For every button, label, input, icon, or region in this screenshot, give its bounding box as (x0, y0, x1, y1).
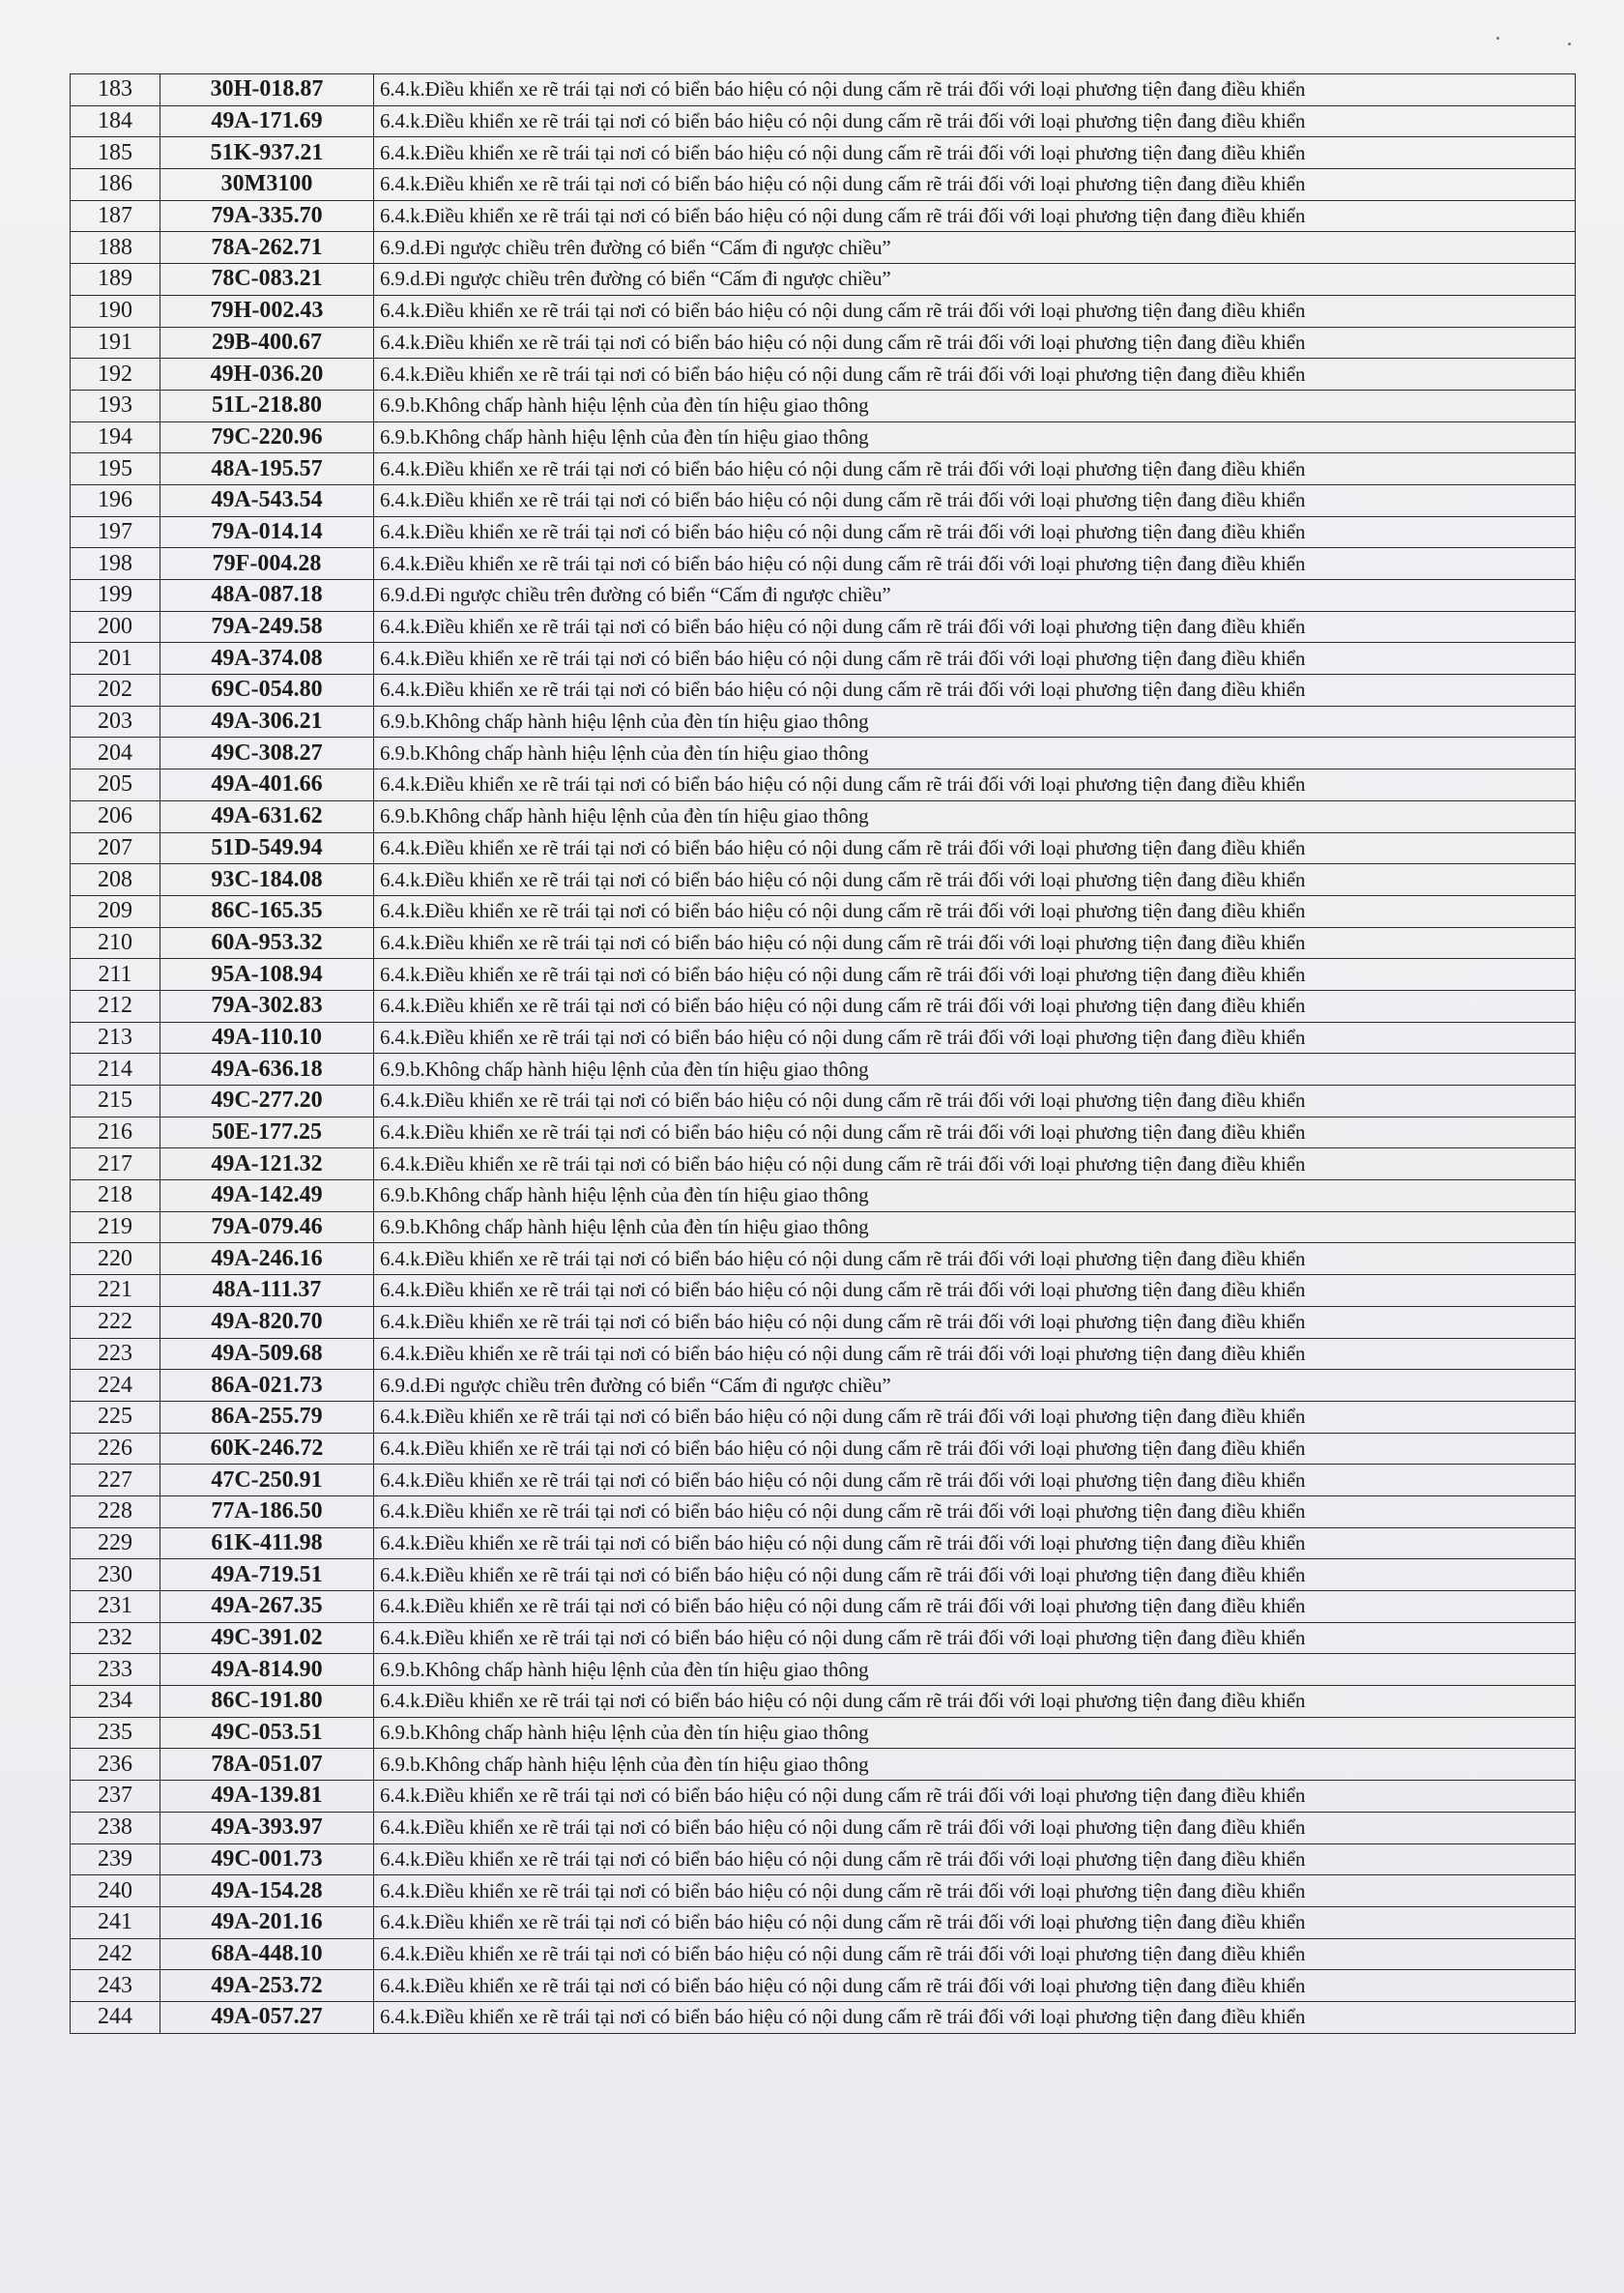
violation-description: 6.4.k.Điều khiển xe rẽ trái tại nơi có biển báo hiệu có nội dung cấm rẽ trái đối với loại phương tiện đang điều khiển (374, 1243, 1576, 1275)
violation-description: 6.4.k.Điều khiển xe rẽ trái tại nơi có biển báo hiệu có nội dung cấm rẽ trái đối với loại phương tiện đang điều khiển (374, 137, 1576, 169)
row-number: 214 (71, 1054, 160, 1086)
violation-description: 6.4.k.Điều khiển xe rẽ trái tại nơi có biển báo hiệu có nội dung cấm rẽ trái đối với loại phương tiện đang điều khiển (374, 990, 1576, 1022)
table-row (71, 484, 1576, 516)
table-row (71, 990, 1576, 1022)
row-number: 240 (71, 1875, 160, 1907)
table-row (71, 1211, 1576, 1243)
license-plate: 30H-018.87 (160, 74, 374, 106)
violation-description: 6.4.k.Điều khiển xe rẽ trái tại nơi có biển báo hiệu có nội dung cấm rẽ trái đối với loại phương tiện đang điều khiển (374, 1781, 1576, 1813)
table-row (71, 169, 1576, 201)
table-row (71, 1465, 1576, 1496)
license-plate: 49C-308.27 (160, 738, 374, 769)
violation-description: 6.4.k.Điều khiển xe rẽ trái tại nơi có biển báo hiệu có nội dung cấm rẽ trái đối với loại phương tiện đang điều khiển (374, 1622, 1576, 1654)
row-number: 219 (71, 1211, 160, 1243)
row-number: 197 (71, 516, 160, 548)
violation-description: 6.4.k.Điều khiển xe rẽ trái tại nơi có biển báo hiệu có nội dung cấm rẽ trái đối với loại phương tiện đang điều khiển (374, 675, 1576, 707)
table-row (71, 611, 1576, 643)
violation-description: 6.4.k.Điều khiển xe rẽ trái tại nơi có biển báo hiệu có nội dung cấm rẽ trái đối với loại phương tiện đang điều khiển (374, 1906, 1576, 1938)
table-row (71, 1781, 1576, 1813)
row-number: 223 (71, 1338, 160, 1370)
license-plate: 79A-302.83 (160, 990, 374, 1022)
violation-description: 6.4.k.Điều khiển xe rẽ trái tại nơi có biển báo hiệu có nội dung cấm rẽ trái đối với loại phương tiện đang điều khiển (374, 1022, 1576, 1054)
license-plate: 49A-171.69 (160, 105, 374, 137)
license-plate: 30M3100 (160, 169, 374, 201)
violation-description: 6.4.k.Điều khiển xe rẽ trái tại nơi có biển báo hiệu có nội dung cấm rẽ trái đối với loại phương tiện đang điều khiển (374, 169, 1576, 201)
license-plate: 60A-953.32 (160, 927, 374, 959)
row-number: 207 (71, 832, 160, 864)
row-number: 239 (71, 1843, 160, 1875)
table-row (71, 1433, 1576, 1465)
row-number: 226 (71, 1433, 160, 1465)
table-row (71, 800, 1576, 832)
license-plate: 49A-306.21 (160, 706, 374, 738)
license-plate: 49H-036.20 (160, 359, 374, 391)
license-plate: 86C-191.80 (160, 1686, 374, 1718)
violation-description: 6.4.k.Điều khiển xe rẽ trái tại nơi có biển báo hiệu có nội dung cấm rẽ trái đối với loại phương tiện đang điều khiển (374, 1338, 1576, 1370)
violation-description: 6.4.k.Điều khiển xe rẽ trái tại nơi có biển báo hiệu có nội dung cấm rẽ trái đối với loại phương tiện đang điều khiển (374, 1495, 1576, 1527)
violation-description: 6.4.k.Điều khiển xe rẽ trái tại nơi có biển báo hiệu có nội dung cấm rẽ trái đối với loại phương tiện đang điều khiển (374, 359, 1576, 391)
license-plate: 79A-249.58 (160, 611, 374, 643)
license-plate: 78A-051.07 (160, 1749, 374, 1781)
row-number: 183 (71, 74, 160, 106)
violation-description: 6.9.b.Không chấp hành hiệu lệnh của đèn tín hiệu giao thông (374, 1054, 1576, 1086)
table-row (71, 137, 1576, 169)
license-plate: 79F-004.28 (160, 548, 374, 580)
violation-description: 6.4.k.Điều khiển xe rẽ trái tại nơi có biển báo hiệu có nội dung cấm rẽ trái đối với loại phương tiện đang điều khiển (374, 1686, 1576, 1718)
table-row (71, 895, 1576, 927)
table-row (71, 1875, 1576, 1907)
violation-description: 6.4.k.Điều khiển xe rẽ trái tại nơi có biển báo hiệu có nội dung cấm rẽ trái đối với loại phương tiện đang điều khiển (374, 484, 1576, 516)
row-number: 220 (71, 1243, 160, 1275)
row-number: 225 (71, 1401, 160, 1433)
license-plate: 79H-002.43 (160, 295, 374, 327)
license-plate: 49A-543.54 (160, 484, 374, 516)
table-row (71, 1812, 1576, 1843)
license-plate: 86C-165.35 (160, 895, 374, 927)
license-plate: 49A-820.70 (160, 1306, 374, 1338)
license-plate: 49C-391.02 (160, 1622, 374, 1654)
license-plate: 29B-400.67 (160, 327, 374, 359)
table-row (71, 1906, 1576, 1938)
license-plate: 49A-057.27 (160, 2001, 374, 2033)
row-number: 189 (71, 264, 160, 296)
row-number: 209 (71, 895, 160, 927)
row-number: 193 (71, 390, 160, 421)
violation-description: 6.9.d.Đi ngược chiều trên đường có biển “Cấm đi ngược chiều” (374, 264, 1576, 296)
row-number: 227 (71, 1465, 160, 1496)
row-number: 196 (71, 484, 160, 516)
license-plate: 49A-253.72 (160, 1970, 374, 2002)
violation-description: 6.4.k.Điều khiển xe rẽ trái tại nơi có biển báo hiệu có nội dung cấm rẽ trái đối với loại phương tiện đang điều khiển (374, 1401, 1576, 1433)
license-plate: 78A-262.71 (160, 232, 374, 264)
license-plate: 49A-636.18 (160, 1054, 374, 1086)
violation-description: 6.4.k.Điều khiển xe rẽ trái tại nơi có biển báo hiệu có nội dung cấm rẽ trái đối với loại phương tiện đang điều khiển (374, 1812, 1576, 1843)
license-plate: 51L-218.80 (160, 390, 374, 421)
table-row (71, 105, 1576, 137)
row-number: 194 (71, 421, 160, 453)
license-plate: 49C-277.20 (160, 1086, 374, 1117)
violation-description: 6.9.d.Đi ngược chiều trên đường có biển “Cấm đi ngược chiều” (374, 232, 1576, 264)
violation-description: 6.4.k.Điều khiển xe rẽ trái tại nơi có biển báo hiệu có nội dung cấm rẽ trái đối với loại phương tiện đang điều khiển (374, 1938, 1576, 1970)
license-plate: 49A-267.35 (160, 1591, 374, 1623)
license-plate: 61K-411.98 (160, 1527, 374, 1559)
violation-description: 6.4.k.Điều khiển xe rẽ trái tại nơi có biển báo hiệu có nội dung cấm rẽ trái đối với loại phương tiện đang điều khiển (374, 1970, 1576, 2002)
violation-description: 6.9.b.Không chấp hành hiệu lệnh của đèn tín hiệu giao thông (374, 1717, 1576, 1749)
table-row (71, 2001, 1576, 2033)
table-row (71, 232, 1576, 264)
row-number: 206 (71, 800, 160, 832)
violation-description: 6.4.k.Điều khiển xe rẽ trái tại nơi có biển báo hiệu có nội dung cấm rẽ trái đối với loại phương tiện đang điều khiển (374, 1527, 1576, 1559)
row-number: 212 (71, 990, 160, 1022)
license-plate: 49A-509.68 (160, 1338, 374, 1370)
license-plate: 48A-087.18 (160, 580, 374, 612)
table-row (71, 1938, 1576, 1970)
row-number: 190 (71, 295, 160, 327)
table-row (71, 738, 1576, 769)
table-row (71, 1022, 1576, 1054)
violation-description: 6.4.k.Điều khiển xe rẽ trái tại nơi có biển báo hiệu có nội dung cấm rẽ trái đối với loại phương tiện đang điều khiển (374, 1275, 1576, 1307)
row-number: 203 (71, 706, 160, 738)
row-number: 228 (71, 1495, 160, 1527)
row-number: 237 (71, 1781, 160, 1813)
table-row (71, 1401, 1576, 1433)
license-plate: 49A-154.28 (160, 1875, 374, 1907)
license-plate: 49A-814.90 (160, 1654, 374, 1686)
row-number: 217 (71, 1148, 160, 1180)
license-plate: 78C-083.21 (160, 264, 374, 296)
table-row (71, 706, 1576, 738)
row-number: 231 (71, 1591, 160, 1623)
row-number: 238 (71, 1812, 160, 1843)
violations-table-body (71, 74, 1576, 2034)
license-plate: 49A-201.16 (160, 1906, 374, 1938)
license-plate: 49A-374.08 (160, 643, 374, 675)
violation-description: 6.4.k.Điều khiển xe rẽ trái tại nơi có biển báo hiệu có nội dung cấm rẽ trái đối với loại phương tiện đang điều khiển (374, 1117, 1576, 1148)
table-row (71, 1749, 1576, 1781)
license-plate: 47C-250.91 (160, 1465, 374, 1496)
table-row (71, 548, 1576, 580)
row-number: 184 (71, 105, 160, 137)
row-number: 191 (71, 327, 160, 359)
row-number: 201 (71, 643, 160, 675)
table-row (71, 1054, 1576, 1086)
table-row (71, 1180, 1576, 1212)
violation-description: 6.4.k.Điều khiển xe rẽ trái tại nơi có biển báo hiệu có nội dung cấm rẽ trái đối với loại phương tiện đang điều khiển (374, 1306, 1576, 1338)
row-number: 242 (71, 1938, 160, 1970)
row-number: 211 (71, 959, 160, 991)
row-number: 185 (71, 137, 160, 169)
license-plate: 60K-246.72 (160, 1433, 374, 1465)
violation-description: 6.9.b.Không chấp hành hiệu lệnh của đèn tín hiệu giao thông (374, 390, 1576, 421)
license-plate: 49A-121.32 (160, 1148, 374, 1180)
table-row (71, 264, 1576, 296)
violation-description: 6.4.k.Điều khiển xe rẽ trái tại nơi có biển báo hiệu có nội dung cấm rẽ trái đối với loại phương tiện đang điều khiển (374, 1843, 1576, 1875)
license-plate: 51K-937.21 (160, 137, 374, 169)
violation-description: 6.4.k.Điều khiển xe rẽ trái tại nơi có biển báo hiệu có nội dung cấm rẽ trái đối với loại phương tiện đang điều khiển (374, 1875, 1576, 1907)
violation-description: 6.9.b.Không chấp hành hiệu lệnh của đèn tín hiệu giao thông (374, 1211, 1576, 1243)
license-plate: 79A-014.14 (160, 516, 374, 548)
table-row (71, 200, 1576, 232)
table-row (71, 580, 1576, 612)
row-number: 236 (71, 1749, 160, 1781)
table-row (71, 1970, 1576, 2002)
table-row (71, 927, 1576, 959)
row-number: 233 (71, 1654, 160, 1686)
violation-description: 6.4.k.Điều khiển xe rẽ trái tại nơi có biển báo hiệu có nội dung cấm rẽ trái đối với loại phương tiện đang điều khiển (374, 1591, 1576, 1623)
violation-description: 6.9.d.Đi ngược chiều trên đường có biển “Cấm đi ngược chiều” (374, 1370, 1576, 1402)
violation-description: 6.4.k.Điều khiển xe rẽ trái tại nơi có biển báo hiệu có nội dung cấm rẽ trái đối với loại phương tiện đang điều khiển (374, 832, 1576, 864)
table-row (71, 643, 1576, 675)
license-plate: 86A-021.73 (160, 1370, 374, 1402)
row-number: 192 (71, 359, 160, 391)
row-number: 232 (71, 1622, 160, 1654)
row-number: 208 (71, 864, 160, 896)
table-row (71, 359, 1576, 391)
table-row (71, 1591, 1576, 1623)
table-row (71, 1243, 1576, 1275)
table-row (71, 1370, 1576, 1402)
license-plate: 79A-079.46 (160, 1211, 374, 1243)
table-row (71, 327, 1576, 359)
violation-description: 6.4.k.Điều khiển xe rẽ trái tại nơi có biển báo hiệu có nội dung cấm rẽ trái đối với loại phương tiện đang điều khiển (374, 1559, 1576, 1591)
license-plate: 49A-631.62 (160, 800, 374, 832)
row-number: 234 (71, 1686, 160, 1718)
violation-description: 6.9.b.Không chấp hành hiệu lệnh của đèn tín hiệu giao thông (374, 706, 1576, 738)
table-row (71, 1559, 1576, 1591)
violation-description: 6.9.b.Không chấp hành hiệu lệnh của đèn tín hiệu giao thông (374, 1180, 1576, 1212)
row-number: 200 (71, 611, 160, 643)
row-number: 188 (71, 232, 160, 264)
table-row (71, 1275, 1576, 1307)
license-plate: 48A-195.57 (160, 453, 374, 485)
license-plate: 68A-448.10 (160, 1938, 374, 1970)
table-row (71, 1843, 1576, 1875)
violation-description: 6.9.d.Đi ngược chiều trên đường có biển “Cấm đi ngược chiều” (374, 580, 1576, 612)
violation-description: 6.4.k.Điều khiển xe rẽ trái tại nơi có biển báo hiệu có nội dung cấm rẽ trái đối với loại phương tiện đang điều khiển (374, 927, 1576, 959)
violation-description: 6.4.k.Điều khiển xe rẽ trái tại nơi có biển báo hiệu có nội dung cấm rẽ trái đối với loại phương tiện đang điều khiển (374, 548, 1576, 580)
violation-description: 6.9.b.Không chấp hành hiệu lệnh của đèn tín hiệu giao thông (374, 738, 1576, 769)
license-plate: 77A-186.50 (160, 1495, 374, 1527)
table-row (71, 1686, 1576, 1718)
scan-speck (1496, 37, 1499, 40)
license-plate: 49A-719.51 (160, 1559, 374, 1591)
license-plate: 93C-184.08 (160, 864, 374, 896)
violation-description: 6.4.k.Điều khiển xe rẽ trái tại nơi có biển báo hiệu có nội dung cấm rẽ trái đối với loại phương tiện đang điều khiển (374, 295, 1576, 327)
violation-description: 6.4.k.Điều khiển xe rẽ trái tại nơi có biển báo hiệu có nội dung cấm rẽ trái đối với loại phương tiện đang điều khiển (374, 2001, 1576, 2033)
license-plate: 49C-001.73 (160, 1843, 374, 1875)
violation-description: 6.9.b.Không chấp hành hiệu lệnh của đèn tín hiệu giao thông (374, 1749, 1576, 1781)
violation-description: 6.4.k.Điều khiển xe rẽ trái tại nơi có biển báo hiệu có nội dung cấm rẽ trái đối với loại phương tiện đang điều khiển (374, 959, 1576, 991)
license-plate: 69C-054.80 (160, 675, 374, 707)
violation-description: 6.4.k.Điều khiển xe rẽ trái tại nơi có biển báo hiệu có nội dung cấm rẽ trái đối với loại phương tiện đang điều khiển (374, 1086, 1576, 1117)
license-plate: 49A-139.81 (160, 1781, 374, 1813)
violation-description: 6.9.b.Không chấp hành hiệu lệnh của đèn tín hiệu giao thông (374, 800, 1576, 832)
table-row (71, 864, 1576, 896)
table-row (71, 516, 1576, 548)
table-row (71, 1622, 1576, 1654)
row-number: 221 (71, 1275, 160, 1307)
violation-description: 6.9.b.Không chấp hành hiệu lệnh của đèn tín hiệu giao thông (374, 1654, 1576, 1686)
violation-description: 6.4.k.Điều khiển xe rẽ trái tại nơi có biển báo hiệu có nội dung cấm rẽ trái đối với loại phương tiện đang điều khiển (374, 1465, 1576, 1496)
table-row (71, 1654, 1576, 1686)
table-row (71, 453, 1576, 485)
row-number: 195 (71, 453, 160, 485)
row-number: 218 (71, 1180, 160, 1212)
violation-description: 6.4.k.Điều khiển xe rẽ trái tại nơi có biển báo hiệu có nội dung cấm rẽ trái đối với loại phương tiện đang điều khiển (374, 1433, 1576, 1465)
row-number: 244 (71, 2001, 160, 2033)
violation-description: 6.9.b.Không chấp hành hiệu lệnh của đèn tín hiệu giao thông (374, 421, 1576, 453)
violations-table (70, 73, 1576, 2034)
row-number: 204 (71, 738, 160, 769)
violation-description: 6.4.k.Điều khiển xe rẽ trái tại nơi có biển báo hiệu có nội dung cấm rẽ trái đối với loại phương tiện đang điều khiển (374, 643, 1576, 675)
license-plate: 49C-053.51 (160, 1717, 374, 1749)
violation-description: 6.4.k.Điều khiển xe rẽ trái tại nơi có biển báo hiệu có nội dung cấm rẽ trái đối với loại phương tiện đang điều khiển (374, 864, 1576, 896)
row-number: 202 (71, 675, 160, 707)
table-row (71, 832, 1576, 864)
table-row (71, 1495, 1576, 1527)
row-number: 199 (71, 580, 160, 612)
violation-description: 6.4.k.Điều khiển xe rẽ trái tại nơi có biển báo hiệu có nội dung cấm rẽ trái đối với loại phương tiện đang điều khiển (374, 769, 1576, 801)
table-row (71, 1338, 1576, 1370)
row-number: 186 (71, 169, 160, 201)
table-row (71, 74, 1576, 106)
license-plate: 79C-220.96 (160, 421, 374, 453)
row-number: 224 (71, 1370, 160, 1402)
violation-description: 6.4.k.Điều khiển xe rẽ trái tại nơi có biển báo hiệu có nội dung cấm rẽ trái đối với loại phương tiện đang điều khiển (374, 611, 1576, 643)
table-row (71, 1306, 1576, 1338)
row-number: 241 (71, 1906, 160, 1938)
license-plate: 86A-255.79 (160, 1401, 374, 1433)
license-plate: 49A-393.97 (160, 1812, 374, 1843)
row-number: 230 (71, 1559, 160, 1591)
table-row (71, 675, 1576, 707)
license-plate: 48A-111.37 (160, 1275, 374, 1307)
license-plate: 51D-549.94 (160, 832, 374, 864)
violation-description: 6.4.k.Điều khiển xe rẽ trái tại nơi có biển báo hiệu có nội dung cấm rẽ trái đối với loại phương tiện đang điều khiển (374, 1148, 1576, 1180)
violation-description: 6.4.k.Điều khiển xe rẽ trái tại nơi có biển báo hiệu có nội dung cấm rẽ trái đối với loại phương tiện đang điều khiển (374, 895, 1576, 927)
row-number: 215 (71, 1086, 160, 1117)
license-plate: 49A-401.66 (160, 769, 374, 801)
table-row (71, 769, 1576, 801)
row-number: 198 (71, 548, 160, 580)
row-number: 235 (71, 1717, 160, 1749)
license-plate: 50E-177.25 (160, 1117, 374, 1148)
table-row (71, 421, 1576, 453)
row-number: 216 (71, 1117, 160, 1148)
table-row (71, 1086, 1576, 1117)
row-number: 229 (71, 1527, 160, 1559)
violation-description: 6.4.k.Điều khiển xe rẽ trái tại nơi có biển báo hiệu có nội dung cấm rẽ trái đối với loại phương tiện đang điều khiển (374, 453, 1576, 485)
license-plate: 49A-142.49 (160, 1180, 374, 1212)
row-number: 213 (71, 1022, 160, 1054)
violation-description: 6.4.k.Điều khiển xe rẽ trái tại nơi có biển báo hiệu có nội dung cấm rẽ trái đối với loại phương tiện đang điều khiển (374, 105, 1576, 137)
table-row (71, 1527, 1576, 1559)
table-row (71, 390, 1576, 421)
table-row (71, 1717, 1576, 1749)
row-number: 243 (71, 1970, 160, 2002)
license-plate: 49A-110.10 (160, 1022, 374, 1054)
license-plate: 49A-246.16 (160, 1243, 374, 1275)
violation-description: 6.4.k.Điều khiển xe rẽ trái tại nơi có biển báo hiệu có nội dung cấm rẽ trái đối với loại phương tiện đang điều khiển (374, 200, 1576, 232)
violation-description: 6.4.k.Điều khiển xe rẽ trái tại nơi có biển báo hiệu có nội dung cấm rẽ trái đối với loại phương tiện đang điều khiển (374, 327, 1576, 359)
row-number: 187 (71, 200, 160, 232)
license-plate: 95A-108.94 (160, 959, 374, 991)
table-row (71, 1117, 1576, 1148)
table-row (71, 295, 1576, 327)
license-plate: 79A-335.70 (160, 200, 374, 232)
table-row (71, 959, 1576, 991)
violation-description: 6.4.k.Điều khiển xe rẽ trái tại nơi có biển báo hiệu có nội dung cấm rẽ trái đối với loại phương tiện đang điều khiển (374, 74, 1576, 106)
row-number: 210 (71, 927, 160, 959)
row-number: 205 (71, 769, 160, 801)
violation-description: 6.4.k.Điều khiển xe rẽ trái tại nơi có biển báo hiệu có nội dung cấm rẽ trái đối với loại phương tiện đang điều khiển (374, 516, 1576, 548)
table-row (71, 1148, 1576, 1180)
scan-speck (1568, 43, 1571, 45)
row-number: 222 (71, 1306, 160, 1338)
